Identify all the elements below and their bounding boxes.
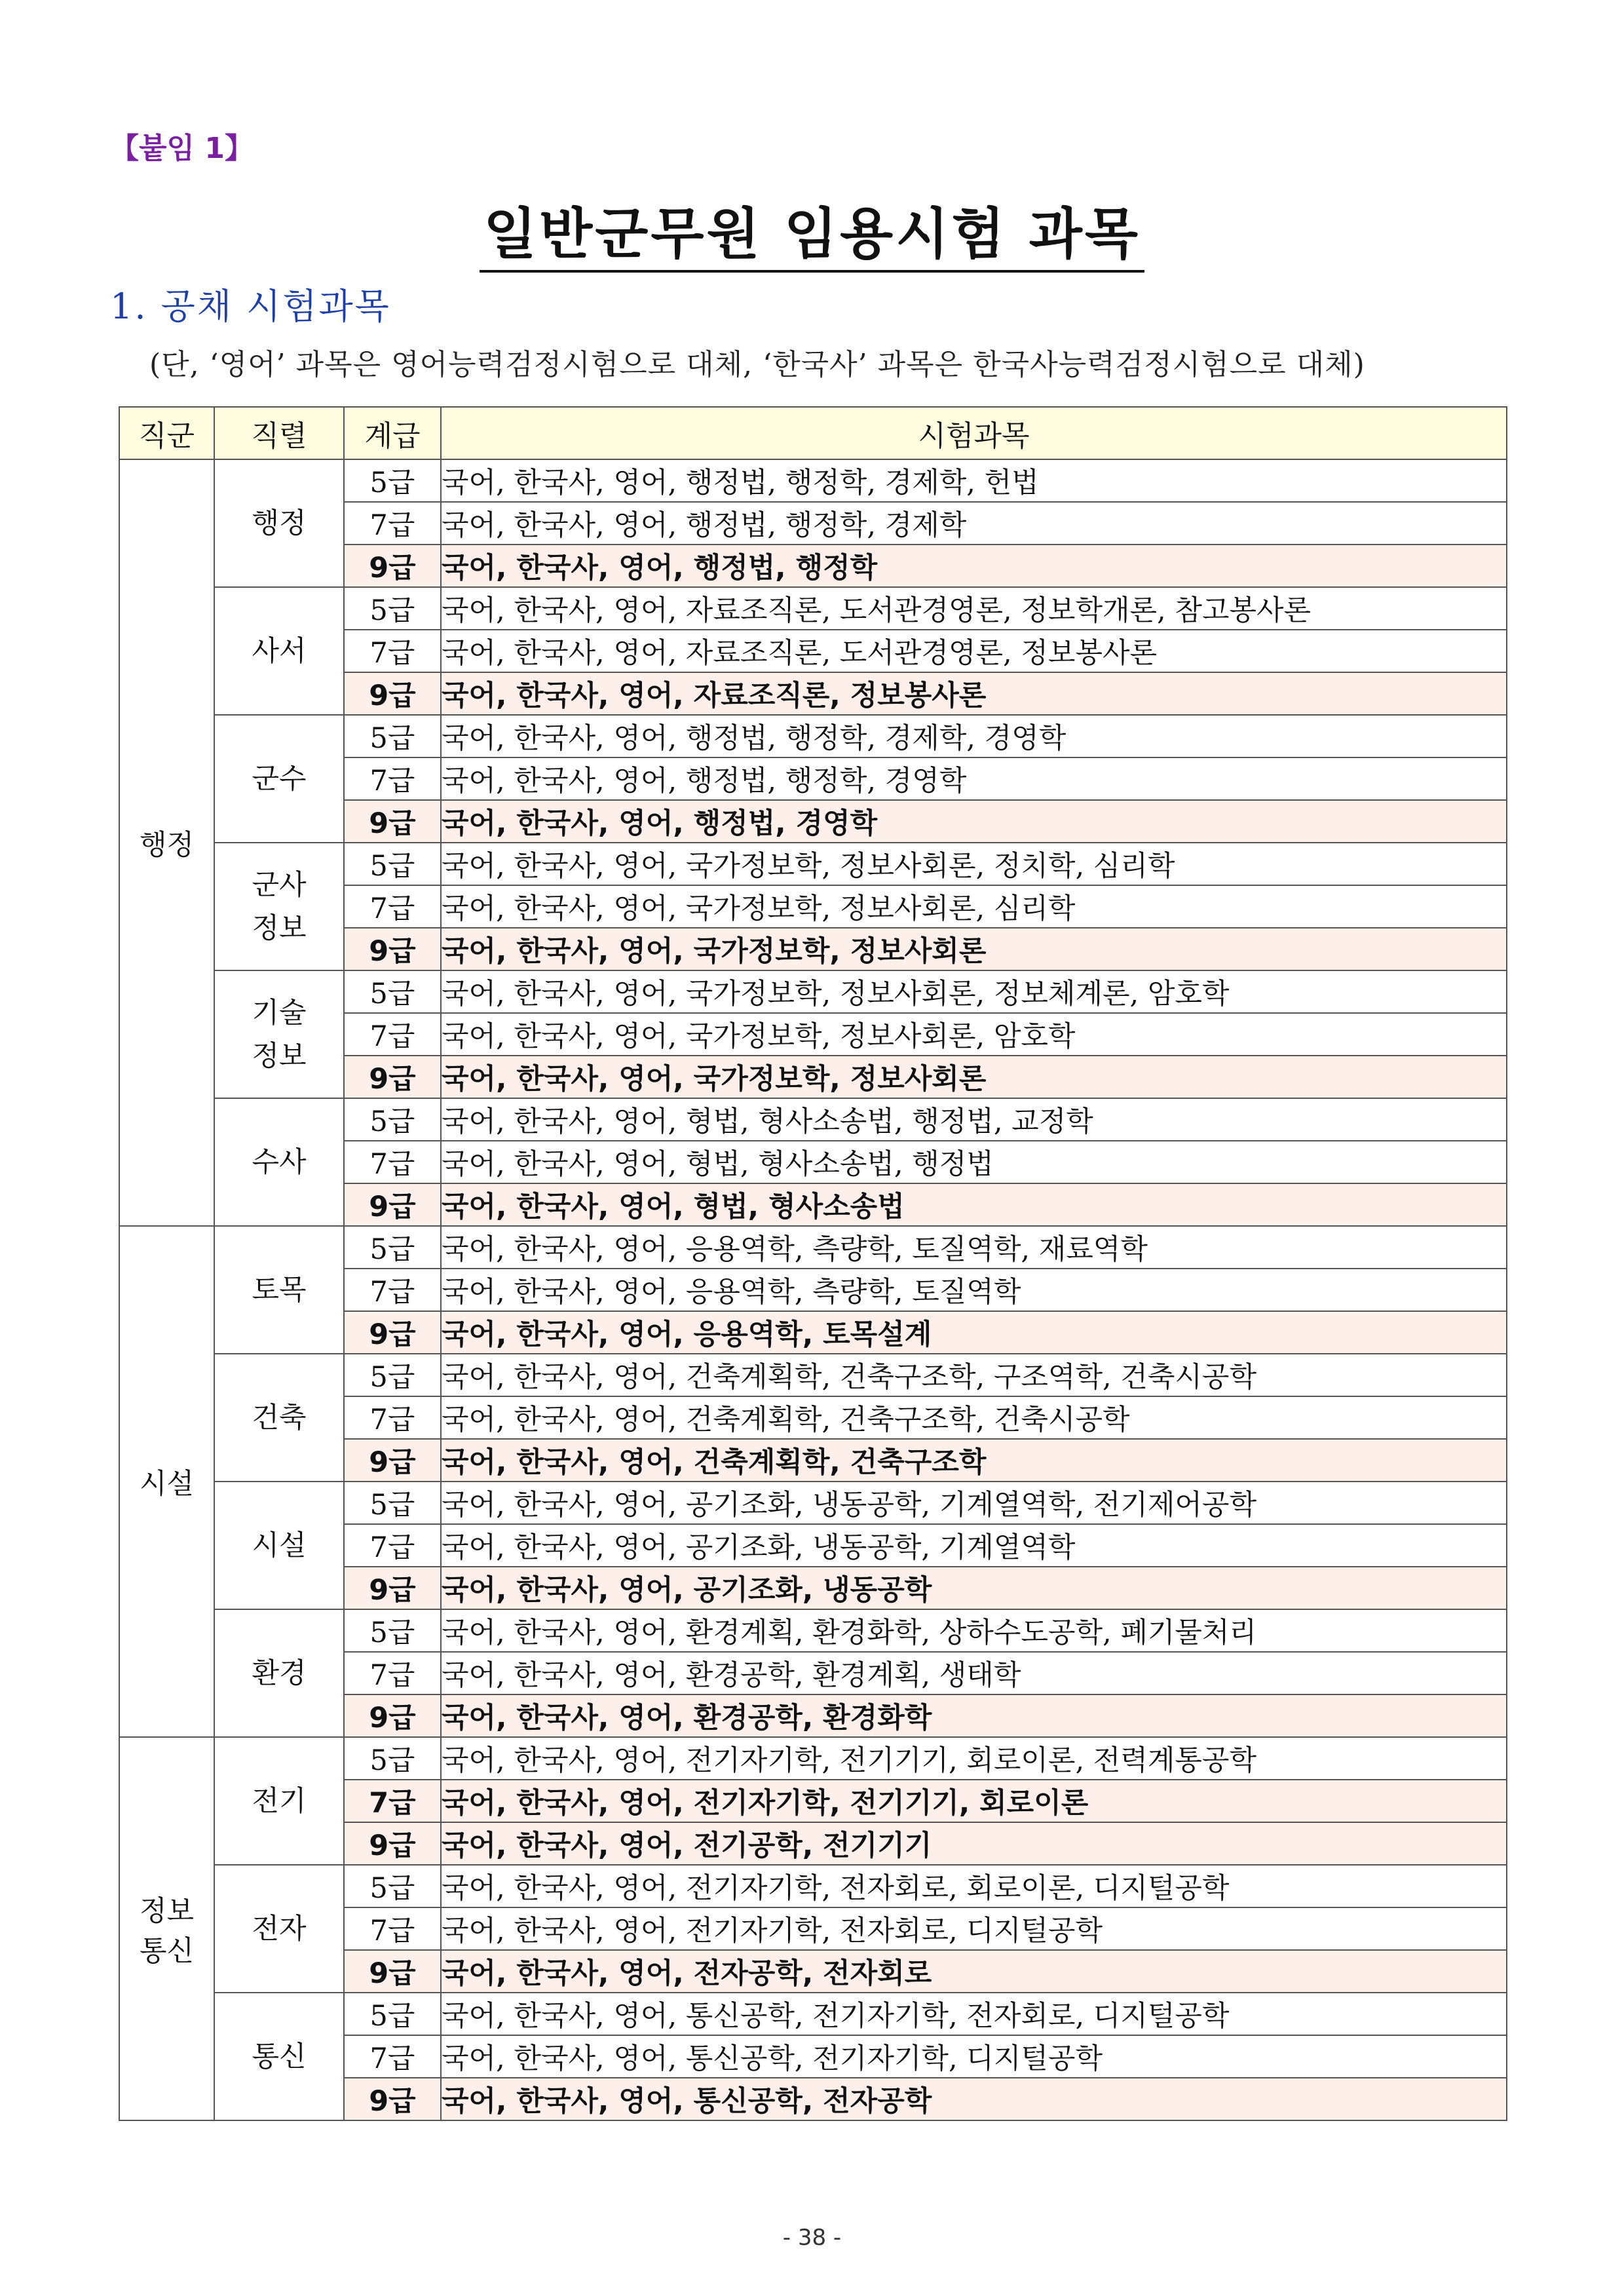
grade-cell: 9급: [344, 1822, 441, 1865]
subjects-cell: 국어, 한국사, 영어, 공기조화, 냉동공학: [441, 1567, 1507, 1609]
table-row: [119, 1609, 1507, 1652]
grade-cell: 9급: [344, 928, 441, 970]
subjects-cell: 국어, 한국사, 영어, 응용역학, 토목설계: [441, 1311, 1507, 1354]
grade-cell: 9급: [344, 1439, 441, 1482]
subjects-cell: 국어, 한국사, 영어, 전기자기학, 전기기기, 회로이론, 전력계통공학: [441, 1737, 1507, 1780]
subjects-cell: 국어, 한국사, 영어, 자료조직론, 도서관경영론, 정보학개론, 참고봉사론: [441, 587, 1507, 630]
subjects-cell: 국어, 한국사, 영어, 형법, 형사소송법, 행정법: [441, 1141, 1507, 1183]
subjects-cell: 국어, 한국사, 영어, 행정법, 행정학, 경영학: [441, 757, 1507, 800]
job-cell: 전기: [214, 1737, 344, 1865]
page-number: - 38 -: [782, 2225, 842, 2251]
job-cell: 기술 정보: [214, 970, 344, 1098]
subjects-cell: 국어, 한국사, 영어, 건축계획학, 건축구조학: [441, 1439, 1507, 1482]
page-title: 일반군무원 임용시험 과목: [480, 202, 1144, 273]
table-row: [119, 459, 1507, 502]
subjects-cell: 국어, 한국사, 영어, 전기자기학, 전기기기, 회로이론: [441, 1780, 1507, 1822]
header-group: 직군: [119, 407, 214, 459]
grade-cell: 9급: [344, 1950, 441, 1993]
group-cell: 시설: [119, 1226, 214, 1737]
subjects-cell: 국어, 한국사, 영어, 전기자기학, 전자회로, 회로이론, 디지털공학: [441, 1865, 1507, 1907]
table-row: [119, 587, 1507, 630]
job-cell: 통신: [214, 1993, 344, 2120]
attachment-label: 【붙임 1】: [110, 132, 254, 165]
subjects-cell: 국어, 한국사, 영어, 통신공학, 전기자기학, 디지털공학: [441, 2035, 1507, 2078]
grade-cell: 9급: [344, 800, 441, 843]
subjects-cell: 국어, 한국사, 영어, 국가정보학, 정보사회론, 심리학: [441, 885, 1507, 928]
subjects-cell: 국어, 한국사, 영어, 건축계획학, 건축구조학, 구조역학, 건축시공학: [441, 1354, 1507, 1396]
job-cell: 군사 정보: [214, 843, 344, 970]
job-cell: 환경: [214, 1609, 344, 1737]
grade-cell: 9급: [344, 1311, 441, 1354]
subjects-cell: 국어, 한국사, 영어, 통신공학, 전자공학: [441, 2078, 1507, 2120]
subjects-cell: 국어, 한국사, 영어, 행정법, 경영학: [441, 800, 1507, 843]
subjects-cell: 국어, 한국사, 영어, 행정법, 행정학, 경제학, 경영학: [441, 715, 1507, 757]
grade-cell: 5급: [344, 1482, 441, 1524]
grade-cell: 9급: [344, 1056, 441, 1098]
grade-cell: 5급: [344, 843, 441, 885]
table-row: [119, 843, 1507, 885]
grade-cell: 7급: [344, 502, 441, 545]
section-note: (단, ‘영어’ 과목은 영어능력검정시험으로 대체, ‘한국사’ 과목은 한국사능력검정시험으로 대체): [149, 348, 1365, 381]
table-row: [119, 1865, 1507, 1907]
grade-cell: 5급: [344, 970, 441, 1013]
subjects-cell: 국어, 한국사, 영어, 통신공학, 전기자기학, 전자회로, 디지털공학: [441, 1993, 1507, 2035]
subjects-cell: 국어, 한국사, 영어, 전기자기학, 전자회로, 디지털공학: [441, 1907, 1507, 1950]
table-row: [119, 1482, 1507, 1524]
grade-cell: 9급: [344, 1183, 441, 1226]
subjects-cell: 국어, 한국사, 영어, 건축계획학, 건축구조학, 건축시공학: [441, 1396, 1507, 1439]
subjects-cell: 국어, 한국사, 영어, 국가정보학, 정보사회론, 정치학, 심리학: [441, 843, 1507, 885]
subjects-cell: 국어, 한국사, 영어, 국가정보학, 정보사회론, 암호학: [441, 1013, 1507, 1056]
grade-cell: 5급: [344, 1609, 441, 1652]
job-cell: 군수: [214, 715, 344, 843]
grade-cell: 7급: [344, 1141, 441, 1183]
exam-subjects-table: [119, 406, 1507, 2121]
grade-cell: 5급: [344, 1865, 441, 1907]
grade-cell: 7급: [344, 1013, 441, 1056]
grade-cell: 5급: [344, 1993, 441, 2035]
table-row: [119, 1993, 1507, 2035]
page-title-wrap: [0, 190, 1624, 269]
subjects-cell: 국어, 한국사, 영어, 공기조화, 냉동공학, 기계열역학, 전기제어공학: [441, 1482, 1507, 1524]
grade-cell: 7급: [344, 885, 441, 928]
grade-cell: 7급: [344, 630, 441, 672]
subjects-cell: 국어, 한국사, 영어, 응용역학, 측량학, 토질역학: [441, 1269, 1507, 1311]
grade-cell: 7급: [344, 2035, 441, 2078]
table-header-row: [119, 407, 1507, 459]
job-cell: 건축: [214, 1354, 344, 1482]
subjects-cell: 국어, 한국사, 영어, 형법, 형사소송법: [441, 1183, 1507, 1226]
grade-cell: 7급: [344, 1396, 441, 1439]
table-row: [119, 715, 1507, 757]
grade-cell: 9급: [344, 1694, 441, 1737]
grade-cell: 7급: [344, 757, 441, 800]
group-cell: 정보 통신: [119, 1737, 214, 2120]
subjects-cell: 국어, 한국사, 영어, 국가정보학, 정보사회론: [441, 928, 1507, 970]
subjects-cell: 국어, 한국사, 영어, 환경공학, 환경화학: [441, 1694, 1507, 1737]
job-cell: 사서: [214, 587, 344, 715]
grade-cell: 5급: [344, 587, 441, 630]
grade-cell: 7급: [344, 1524, 441, 1567]
grade-cell: 5급: [344, 1354, 441, 1396]
section-title: 1. 공채 시험과목: [110, 286, 391, 327]
subjects-cell: 국어, 한국사, 영어, 응용역학, 측량학, 토질역학, 재료역학: [441, 1226, 1507, 1269]
grade-cell: 9급: [344, 2078, 441, 2120]
header-grade: 계급: [344, 407, 441, 459]
subjects-cell: 국어, 한국사, 영어, 환경공학, 환경계획, 생태학: [441, 1652, 1507, 1694]
subjects-cell: 국어, 한국사, 영어, 공기조화, 냉동공학, 기계열역학: [441, 1524, 1507, 1567]
subjects-cell: 국어, 한국사, 영어, 전자공학, 전자회로: [441, 1950, 1507, 1993]
grade-cell: 9급: [344, 672, 441, 715]
grade-cell: 5급: [344, 1098, 441, 1141]
job-cell: 토목: [214, 1226, 344, 1354]
job-cell: 시설: [214, 1482, 344, 1609]
header-subjects: 시험과목: [441, 407, 1507, 459]
grade-cell: 7급: [344, 1907, 441, 1950]
job-cell: 수사: [214, 1098, 344, 1226]
table-row: [119, 1226, 1507, 1269]
table-row: [119, 1737, 1507, 1780]
job-cell: 행정: [214, 459, 344, 587]
grade-cell: 7급: [344, 1652, 441, 1694]
subjects-cell: 국어, 한국사, 영어, 행정법, 행정학, 경제학: [441, 502, 1507, 545]
subjects-cell: 국어, 한국사, 영어, 전기공학, 전기기기: [441, 1822, 1507, 1865]
subjects-cell: 국어, 한국사, 영어, 국가정보학, 정보사회론, 정보체계론, 암호학: [441, 970, 1507, 1013]
subjects-cell: 국어, 한국사, 영어, 자료조직론, 정보봉사론: [441, 672, 1507, 715]
grade-cell: 5급: [344, 715, 441, 757]
group-cell: 행정: [119, 459, 214, 1226]
subjects-cell: 국어, 한국사, 영어, 형법, 형사소송법, 행정법, 교정학: [441, 1098, 1507, 1141]
grade-cell: 9급: [344, 1567, 441, 1609]
subjects-cell: 국어, 한국사, 영어, 환경계획, 환경화학, 상하수도공학, 폐기물처리: [441, 1609, 1507, 1652]
subjects-cell: 국어, 한국사, 영어, 국가정보학, 정보사회론: [441, 1056, 1507, 1098]
subjects-cell: 국어, 한국사, 영어, 행정법, 행정학, 경제학, 헌법: [441, 459, 1507, 502]
table-body: [119, 459, 1507, 2120]
header-job: 직렬: [214, 407, 344, 459]
grade-cell: 9급: [344, 545, 441, 587]
subjects-cell: 국어, 한국사, 영어, 행정법, 행정학: [441, 545, 1507, 587]
grade-cell: 5급: [344, 459, 441, 502]
job-cell: 전자: [214, 1865, 344, 1993]
subjects-cell: 국어, 한국사, 영어, 자료조직론, 도서관경영론, 정보봉사론: [441, 630, 1507, 672]
table-row: [119, 970, 1507, 1013]
grade-cell: 5급: [344, 1226, 441, 1269]
table-row: [119, 1354, 1507, 1396]
grade-cell: 7급: [344, 1269, 441, 1311]
grade-cell: 7급: [344, 1780, 441, 1822]
grade-cell: 5급: [344, 1737, 441, 1780]
table-row: [119, 1098, 1507, 1141]
